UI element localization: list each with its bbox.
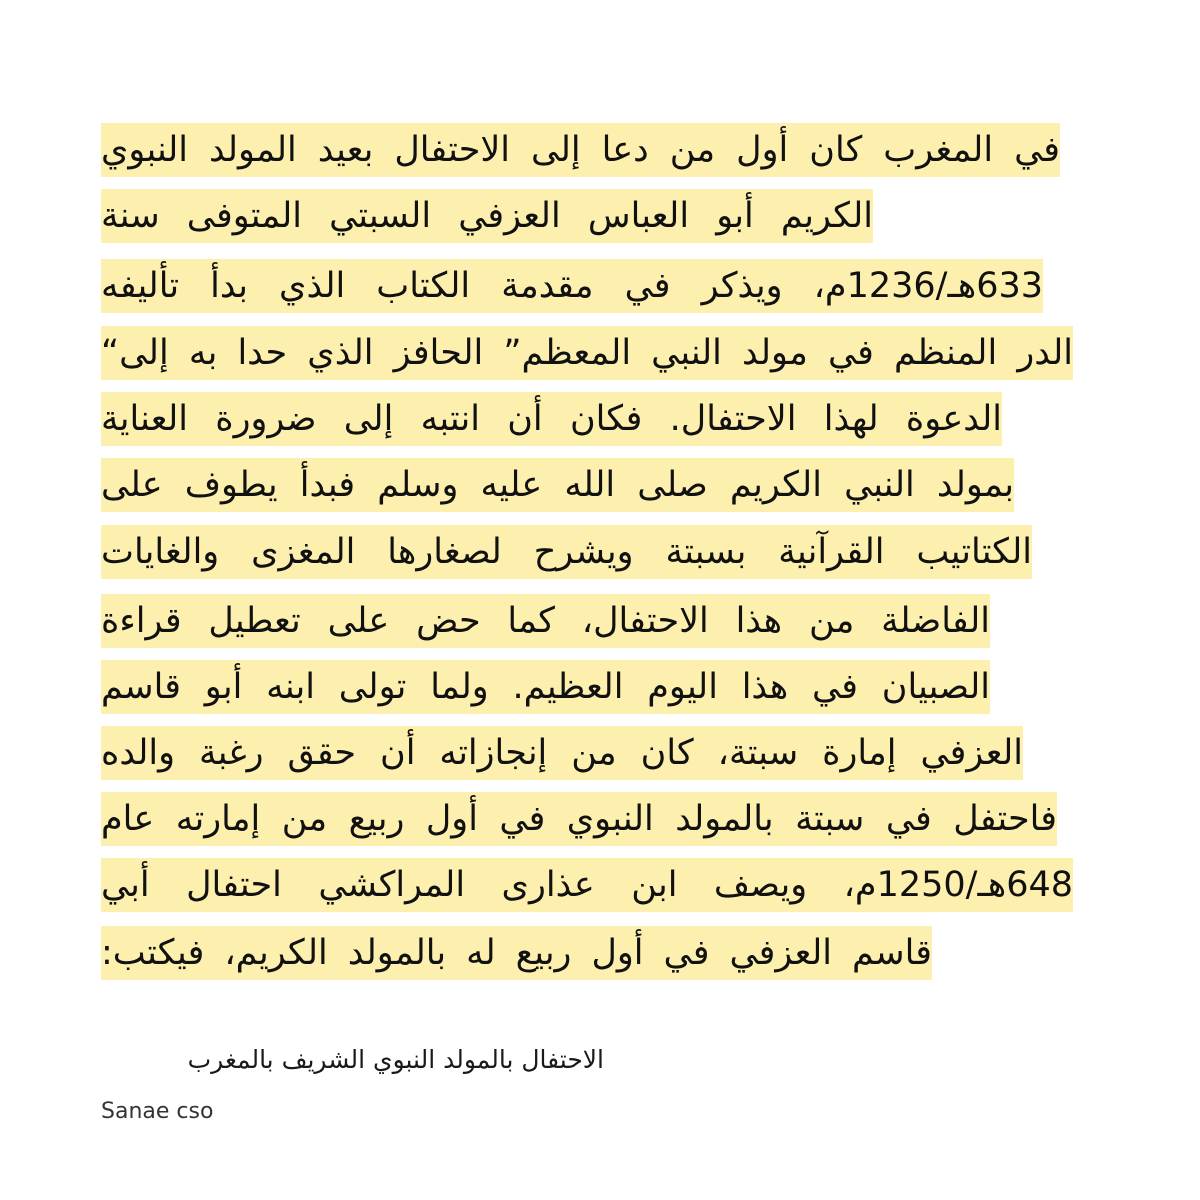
quote-line: الدعوة لهذا الاحتفال. فكان أن انتبه إلى ضرورة العناية [101,392,1002,446]
quote-line: العزفي إمارة سبتة، كان من إنجازاته أن حقق رغبة والده [101,726,1023,780]
quote-line: الكريم أبو العباس العزفي السبتي المتوفى سنة [101,189,873,243]
quote-line: الدر المنظم في مولد النبي المعظم” الحافز الذي حدا به إلى“ [101,326,1073,380]
quote-line: فاحتفل في سبتة بالمولد النبوي في أول ربيع من إمارته عام [101,792,1057,846]
quote-line: في المغرب كان أول من دعا إلى الاحتفال بعيد المولد النبوي [101,123,1060,177]
caption-author: Sanae cso [101,1099,214,1124]
quote-line: 648هـ/1250م، ويصف ابن عذارى المراكشي احتفال أبي [101,858,1073,912]
quote-line: قاسم العزفي في أول ربيع له بالمولد الكريم، فيكتب: [101,926,932,980]
quote-line: الفاضلة من هذا الاحتفال، كما حض على تعطيل قراءة [101,594,990,648]
caption-title: الاحتفال بالمولد النبوي الشريف بالمغرب [187,1045,604,1074]
quote-line: الكتاتيب القرآنية بسبتة ويشرح لصغارها المغزى والغايات [101,525,1032,579]
quote-line: 633هـ/1236م، ويذكر في مقدمة الكتاب الذي بدأ تأليفه [101,259,1043,313]
quote-line: بمولد النبي الكريم صلى الله عليه وسلم فبدأ يطوف على [101,458,1014,512]
quote-line: الصبيان في هذا اليوم العظيم. ولما تولى ابنه أبو قاسم [101,660,990,714]
